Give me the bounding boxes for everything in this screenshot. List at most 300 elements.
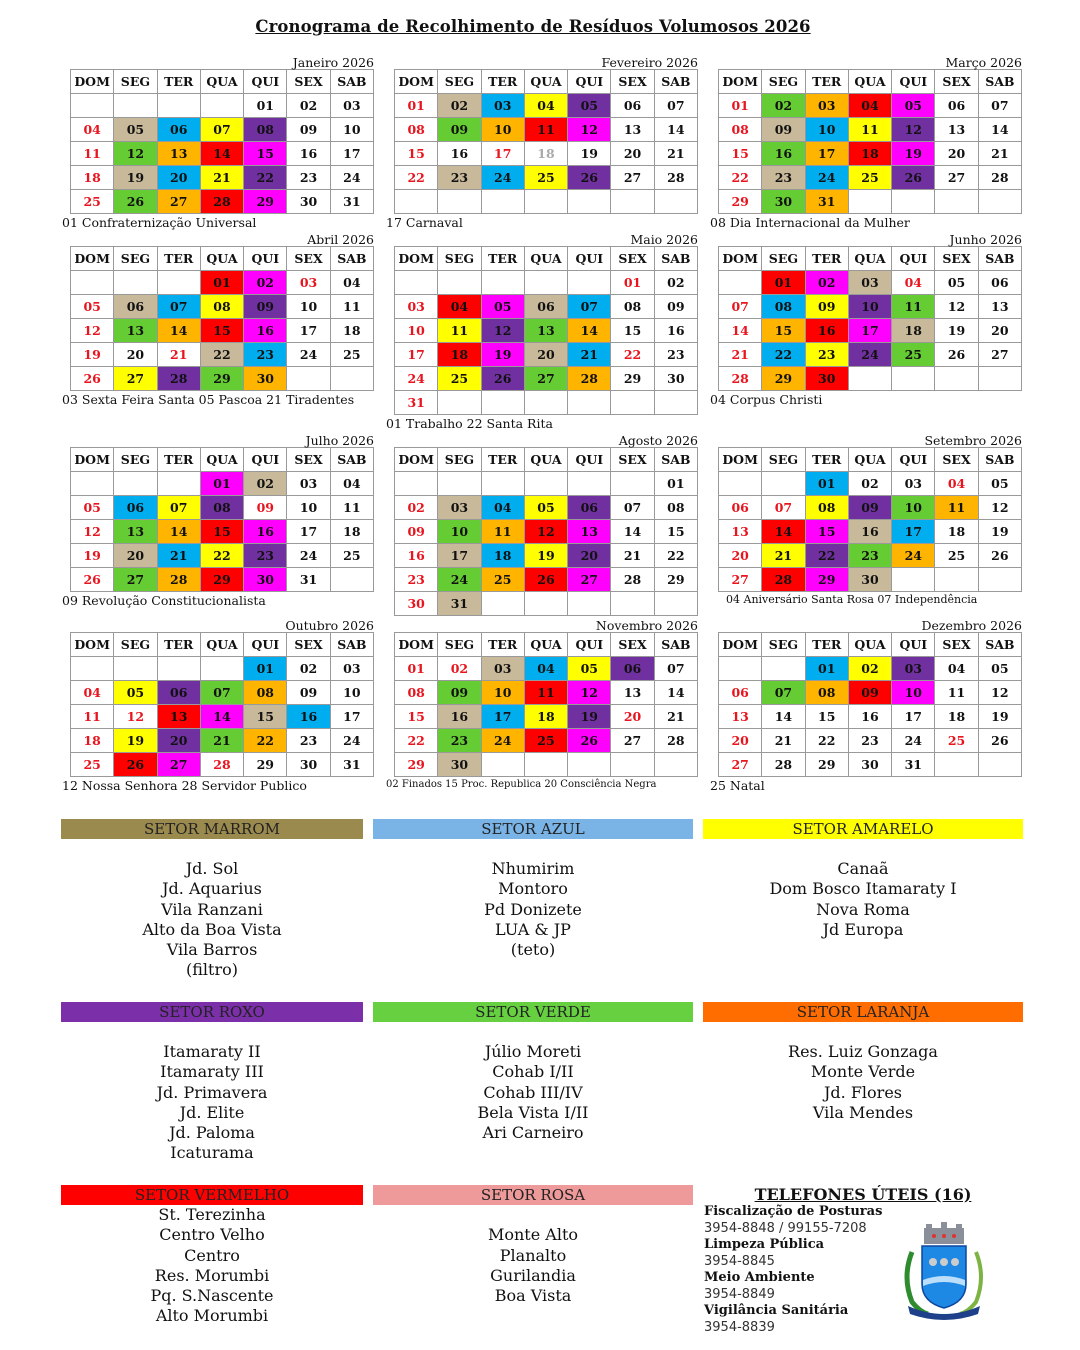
day-cell: 30 [395, 592, 438, 616]
day-cell: 30 [848, 753, 891, 777]
day-cell: 05 [71, 496, 114, 520]
day-cell: 19 [114, 166, 157, 190]
week-row [719, 681, 1022, 705]
empty-cell [71, 657, 114, 681]
weekday-qui: QUI [244, 633, 287, 657]
day-cell: 11 [892, 295, 935, 319]
month-table [718, 447, 1022, 592]
month-calendar [62, 232, 374, 407]
weekday-qua: QUA [524, 70, 567, 94]
day-cell: 17 [330, 705, 373, 729]
weekday-ter: TER [157, 247, 200, 271]
week-row [71, 118, 374, 142]
day-cell: 15 [762, 319, 805, 343]
weekday-sab: SAB [330, 70, 373, 94]
day-cell: 16 [762, 142, 805, 166]
day-cell: 29 [244, 753, 287, 777]
day-cell: 08 [719, 118, 762, 142]
neighborhood-item: Cohab III/IV [483, 1082, 583, 1102]
weekday-sab: SAB [330, 633, 373, 657]
empty-cell [438, 391, 481, 415]
day-cell: 10 [330, 118, 373, 142]
weekday-header [719, 448, 1022, 472]
sector-verde [373, 1002, 693, 1143]
day-cell: 06 [524, 295, 567, 319]
neighborhood-item: Centro [184, 1245, 240, 1265]
day-cell: 12 [524, 520, 567, 544]
weekday-header [395, 70, 698, 94]
empty-cell [157, 271, 200, 295]
weekday-sab: SAB [330, 247, 373, 271]
day-cell: 16 [438, 142, 481, 166]
day-cell: 14 [157, 520, 200, 544]
day-cell: 19 [892, 142, 935, 166]
phone-number: 3954-8849 [704, 1286, 775, 1302]
week-row [395, 94, 698, 118]
week-row [71, 367, 374, 391]
day-cell: 30 [244, 367, 287, 391]
week-row [71, 729, 374, 753]
empty-cell [330, 568, 373, 592]
day-cell: 05 [481, 295, 524, 319]
empty-cell [524, 391, 567, 415]
week-row [395, 568, 698, 592]
empty-cell [200, 94, 243, 118]
day-cell: 04 [330, 472, 373, 496]
weekday-dom: DOM [395, 70, 438, 94]
weekday-ter: TER [481, 70, 524, 94]
day-cell: 29 [719, 190, 762, 214]
week-row [395, 592, 698, 616]
day-cell: 09 [654, 295, 697, 319]
week-row [71, 166, 374, 190]
day-cell: 09 [762, 118, 805, 142]
empty-cell [481, 592, 524, 616]
empty-cell [611, 190, 654, 214]
day-cell: 03 [395, 295, 438, 319]
day-cell: 17 [892, 520, 935, 544]
weekday-dom: DOM [395, 633, 438, 657]
day-cell: 26 [481, 367, 524, 391]
day-cell: 20 [157, 729, 200, 753]
empty-cell [568, 472, 611, 496]
day-cell: 31 [330, 190, 373, 214]
day-cell: 23 [438, 729, 481, 753]
day-cell: 12 [978, 496, 1021, 520]
weekday-qua: QUA [524, 448, 567, 472]
day-cell: 08 [244, 681, 287, 705]
day-cell: 17 [481, 705, 524, 729]
day-cell: 10 [481, 118, 524, 142]
day-cell: 11 [524, 681, 567, 705]
day-cell: 14 [200, 705, 243, 729]
week-row [719, 343, 1022, 367]
weekday-seg: SEG [114, 247, 157, 271]
empty-cell [524, 753, 567, 777]
sector-vermelho [61, 1185, 363, 1327]
empty-cell [481, 472, 524, 496]
weekday-qua: QUA [848, 70, 891, 94]
day-cell: 25 [330, 343, 373, 367]
month-table [394, 447, 698, 616]
empty-cell [892, 190, 935, 214]
sector-header: SETOR MARROM [61, 819, 363, 839]
neighborhood-item: Nhumirim [491, 859, 575, 878]
week-row [395, 142, 698, 166]
day-cell: 14 [200, 142, 243, 166]
week-row [395, 319, 698, 343]
day-cell: 23 [848, 544, 891, 568]
day-cell: 28 [157, 367, 200, 391]
empty-cell [287, 367, 330, 391]
sector-header: SETOR VERDE [373, 1002, 693, 1022]
weekday-header [719, 633, 1022, 657]
day-cell: 14 [654, 118, 697, 142]
day-cell: 16 [287, 705, 330, 729]
neighborhood-item: Gurilandia [490, 1265, 576, 1285]
day-cell: 15 [805, 520, 848, 544]
week-row [71, 544, 374, 568]
day-cell: 05 [892, 94, 935, 118]
day-cell: 27 [935, 166, 978, 190]
weekday-sex: SEX [935, 448, 978, 472]
day-cell: 09 [848, 496, 891, 520]
day-cell: 07 [200, 118, 243, 142]
neighborhood-item: Jd. Sol [185, 859, 239, 878]
day-cell: 20 [935, 142, 978, 166]
weekday-sex: SEX [935, 633, 978, 657]
day-cell: 05 [978, 472, 1021, 496]
neighborhood-item: Jd Europa [822, 919, 904, 939]
day-cell: 27 [719, 568, 762, 592]
day-cell: 21 [762, 544, 805, 568]
day-cell: 12 [935, 295, 978, 319]
empty-cell [481, 190, 524, 214]
empty-cell [568, 271, 611, 295]
weekday-sab: SAB [654, 70, 697, 94]
week-row [719, 166, 1022, 190]
day-cell: 28 [654, 729, 697, 753]
weekday-seg: SEG [438, 633, 481, 657]
day-cell: 29 [805, 568, 848, 592]
day-cell: 14 [157, 319, 200, 343]
day-cell: 07 [568, 295, 611, 319]
week-row [71, 343, 374, 367]
day-cell: 23 [805, 343, 848, 367]
day-cell: 10 [805, 118, 848, 142]
weekday-dom: DOM [719, 70, 762, 94]
day-cell: 15 [654, 520, 697, 544]
month-calendar [710, 618, 1022, 793]
day-cell: 06 [719, 681, 762, 705]
day-cell: 30 [762, 190, 805, 214]
day-cell: 28 [200, 753, 243, 777]
day-cell: 15 [244, 142, 287, 166]
coat-of-arms-icon [898, 1222, 990, 1322]
day-cell: 01 [611, 271, 654, 295]
week-row [719, 657, 1022, 681]
day-cell: 05 [568, 94, 611, 118]
day-cell: 03 [438, 496, 481, 520]
day-cell: 04 [330, 271, 373, 295]
weekday-header [719, 247, 1022, 271]
day-cell: 26 [892, 166, 935, 190]
day-cell: 08 [200, 295, 243, 319]
day-cell: 22 [200, 544, 243, 568]
day-cell: 29 [244, 190, 287, 214]
weekday-qua: QUA [200, 247, 243, 271]
holiday-note: 04 Corpus Christi [710, 392, 823, 407]
day-cell: 16 [848, 705, 891, 729]
day-cell: 21 [200, 166, 243, 190]
day-cell: 22 [654, 544, 697, 568]
day-cell: 27 [524, 367, 567, 391]
day-cell: 16 [848, 520, 891, 544]
week-row [71, 190, 374, 214]
empty-cell [892, 568, 935, 592]
day-cell: 12 [568, 681, 611, 705]
day-cell: 31 [287, 568, 330, 592]
week-row [71, 319, 374, 343]
month-table [394, 246, 698, 415]
day-cell: 15 [395, 142, 438, 166]
day-cell: 22 [395, 166, 438, 190]
day-cell: 23 [654, 343, 697, 367]
day-cell: 11 [935, 681, 978, 705]
day-cell: 02 [805, 271, 848, 295]
day-cell: 21 [157, 343, 200, 367]
day-cell: 16 [244, 520, 287, 544]
empty-cell [978, 568, 1021, 592]
weekday-qui: QUI [568, 633, 611, 657]
empty-cell [481, 391, 524, 415]
day-cell: 25 [71, 190, 114, 214]
day-cell: 24 [805, 166, 848, 190]
weekday-sab: SAB [978, 448, 1021, 472]
day-cell: 01 [395, 657, 438, 681]
month-label: Outubro 2026 [285, 618, 374, 633]
day-cell: 18 [524, 705, 567, 729]
day-cell: 30 [805, 367, 848, 391]
weekday-qui: QUI [892, 633, 935, 657]
sector-laranja [703, 1002, 1023, 1123]
phone-label: Meio Ambiente [704, 1270, 815, 1285]
day-cell: 12 [481, 319, 524, 343]
neighborhood-item: Pd Donizete [484, 899, 582, 919]
day-cell: 07 [719, 295, 762, 319]
day-cell: 04 [935, 472, 978, 496]
phones-title: TELEFONES ÚTEIS (16) [754, 1185, 972, 1204]
empty-cell [892, 367, 935, 391]
weekday-seg: SEG [762, 70, 805, 94]
weekday-qua: QUA [848, 448, 891, 472]
day-cell: 01 [719, 94, 762, 118]
empty-cell [611, 753, 654, 777]
empty-cell [654, 592, 697, 616]
weekday-ter: TER [481, 633, 524, 657]
day-cell: 02 [244, 472, 287, 496]
empty-cell [935, 753, 978, 777]
day-cell: 11 [481, 520, 524, 544]
week-row [719, 142, 1022, 166]
day-cell: 07 [200, 681, 243, 705]
holiday-note: 09 Revolução Constitucionalista [62, 593, 266, 608]
weekday-sab: SAB [330, 448, 373, 472]
neighborhood-item: Centro Velho [159, 1225, 265, 1245]
week-row [719, 319, 1022, 343]
empty-cell [654, 753, 697, 777]
day-cell: 27 [157, 753, 200, 777]
sector-header: SETOR LARANJA [703, 1002, 1023, 1022]
day-cell: 22 [719, 166, 762, 190]
weekday-qui: QUI [568, 247, 611, 271]
day-cell: 11 [71, 705, 114, 729]
neighborhood-item: Nova Roma [816, 899, 910, 919]
weekday-sab: SAB [978, 633, 1021, 657]
weekday-qua: QUA [524, 633, 567, 657]
day-cell: 14 [568, 319, 611, 343]
week-row [719, 94, 1022, 118]
day-cell: 06 [114, 496, 157, 520]
weekday-seg: SEG [438, 70, 481, 94]
sector-amarelo [703, 819, 1023, 940]
day-cell: 22 [244, 729, 287, 753]
day-cell: 09 [805, 295, 848, 319]
day-cell: 13 [935, 118, 978, 142]
day-cell: 31 [330, 753, 373, 777]
month-calendar [710, 232, 1022, 407]
empty-cell [524, 271, 567, 295]
month-label: Novembro 2026 [595, 618, 698, 633]
weekday-qui: QUI [892, 70, 935, 94]
day-cell: 01 [395, 94, 438, 118]
week-row [719, 568, 1022, 592]
day-cell: 03 [805, 94, 848, 118]
day-cell: 12 [71, 520, 114, 544]
neighborhood-item: Monte Verde [810, 1062, 916, 1082]
neighborhood-item: Canaã [837, 859, 889, 878]
day-cell: 13 [524, 319, 567, 343]
day-cell: 01 [244, 657, 287, 681]
day-cell: 26 [114, 753, 157, 777]
day-cell: 20 [524, 343, 567, 367]
day-cell: 05 [568, 657, 611, 681]
day-cell: 08 [244, 118, 287, 142]
weekday-dom: DOM [719, 247, 762, 271]
day-cell: 06 [611, 657, 654, 681]
empty-cell [848, 367, 891, 391]
empty-cell [654, 190, 697, 214]
holiday-note: 17 Carnaval [386, 215, 463, 230]
day-cell: 19 [524, 544, 567, 568]
sector-header: SETOR AMARELO [703, 819, 1023, 839]
empty-cell [719, 657, 762, 681]
month-table [718, 69, 1022, 214]
month-table [70, 632, 374, 777]
day-cell: 19 [114, 729, 157, 753]
day-cell: 11 [330, 295, 373, 319]
empty-cell [71, 94, 114, 118]
weekday-sex: SEX [287, 247, 330, 271]
weekday-qui: QUI [244, 247, 287, 271]
month-label: Fevereiro 2026 [601, 55, 698, 70]
day-cell: 17 [892, 705, 935, 729]
week-row [395, 705, 698, 729]
empty-cell [568, 391, 611, 415]
day-cell: 24 [287, 343, 330, 367]
day-cell: 24 [481, 166, 524, 190]
month-calendar [386, 55, 698, 230]
neighborhood-item: Itamaraty II [163, 1042, 261, 1061]
month-calendar [394, 434, 698, 617]
empty-cell [157, 472, 200, 496]
day-cell: 11 [438, 319, 481, 343]
day-cell: 25 [524, 166, 567, 190]
weekday-dom: DOM [395, 247, 438, 271]
neighborhood-item: (filtro) [186, 960, 238, 980]
day-cell: 24 [892, 544, 935, 568]
day-cell: 22 [805, 729, 848, 753]
day-cell: 22 [200, 343, 243, 367]
day-cell: 29 [200, 568, 243, 592]
day-cell: 27 [157, 190, 200, 214]
day-cell: 07 [611, 496, 654, 520]
day-cell: 09 [438, 681, 481, 705]
day-cell: 10 [892, 681, 935, 705]
empty-cell [719, 271, 762, 295]
day-cell: 23 [287, 729, 330, 753]
day-cell: 01 [805, 657, 848, 681]
day-cell: 28 [611, 568, 654, 592]
day-cell: 26 [978, 729, 1021, 753]
day-cell: 17 [330, 142, 373, 166]
neighborhood-item: Alto da Boa Vista [142, 919, 282, 939]
weekday-dom: DOM [71, 70, 114, 94]
day-cell: 24 [481, 729, 524, 753]
empty-cell [978, 190, 1021, 214]
day-cell: 04 [935, 657, 978, 681]
weekday-qua: QUA [848, 247, 891, 271]
week-row [395, 367, 698, 391]
day-cell: 22 [611, 343, 654, 367]
weekday-dom: DOM [719, 633, 762, 657]
day-cell: 05 [935, 271, 978, 295]
sector-azul [373, 819, 693, 960]
day-cell: 20 [611, 142, 654, 166]
day-cell: 20 [611, 705, 654, 729]
neighborhood-item: Jd. Primavera [156, 1082, 268, 1102]
neighborhood-item: Jd. Elite [179, 1102, 245, 1122]
weekday-qui: QUI [892, 247, 935, 271]
weekday-header [395, 448, 698, 472]
day-cell: 03 [481, 657, 524, 681]
day-cell: 09 [244, 496, 287, 520]
week-row [395, 295, 698, 319]
phone-label: Fiscalização de Posturas [704, 1204, 883, 1219]
month-label: Agosto 2026 [618, 433, 698, 448]
day-cell: 09 [287, 681, 330, 705]
day-cell: 26 [935, 343, 978, 367]
day-cell: 08 [395, 118, 438, 142]
day-cell: 04 [438, 295, 481, 319]
empty-cell [978, 753, 1021, 777]
day-cell: 15 [244, 705, 287, 729]
neighborhood-item: Vila Ranzani [161, 899, 263, 919]
day-cell: 18 [481, 544, 524, 568]
weekday-sex: SEX [611, 247, 654, 271]
day-cell: 05 [114, 681, 157, 705]
day-cell: 26 [71, 568, 114, 592]
